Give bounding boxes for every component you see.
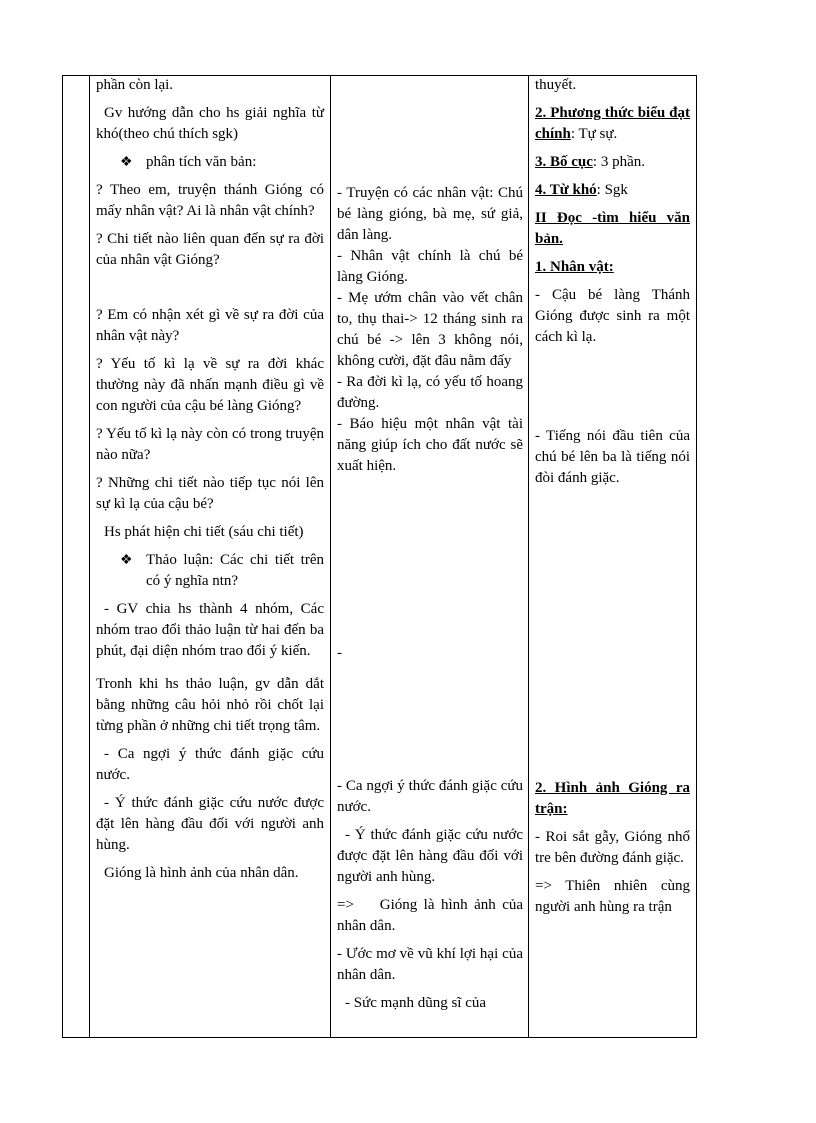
paragraph: - GV chia hs thành 4 nhóm, Các nhóm trao đổi thảo luận từ hai đến ba phút, đại diện nhóm trao đổi ý kiến. <box>96 601 324 659</box>
answer: - Ca ngợi ý thức đánh giặc cứu nước. <box>337 778 523 815</box>
bullet-text: phân tích văn bản: <box>146 154 257 170</box>
answer: - Truyện có các nhân vật: Chú bé làng gióng, bà mẹ, sứ giả, dân làng. <box>337 185 523 243</box>
paragraph: Hs phát hiện chi tiết (sáu chi tiết) <box>104 524 304 540</box>
answers-column-2 <box>337 776 523 1021</box>
answer <box>337 895 523 937</box>
answer-text: Gióng là hình ảnh của nhân dân. <box>337 897 524 934</box>
section-heading: II Đọc -tìm hiểu văn bản. <box>535 210 690 247</box>
answer: - Mẹ ướm chân vào vết chân to, thụ thai-> 12 tháng sinh ra chú bé -> lên 3 không nói, không cười, đặt đâu nằm đấy <box>337 290 523 369</box>
note: - Roi sắt gẫy, Gióng nhổ tre bên đường đánh giặc. <box>535 829 690 866</box>
note: - Tiếng nói đầu tiên của chú bé lên ba là tiếng nói đòi đánh giặc. <box>535 428 690 486</box>
question: ? Chi tiết nào liên quan đến sự ra đời của nhân vật Gióng? <box>96 231 324 268</box>
question: ? Những chi tiết nào tiếp tục nói lên sự kì lạ của cậu bé? <box>96 475 324 512</box>
bullet-text: Thảo luận: Các chi tiết trên có ý nghĩa ntn? <box>146 552 324 589</box>
note: => Thiên nhiên cùng người anh hùng ra trận <box>535 878 690 915</box>
note: thuyết. <box>535 77 577 93</box>
bullet-icon: ❖ <box>120 553 133 568</box>
paragraph: - Ca ngợi ý thức đánh giặc cứu nước. <box>96 746 324 783</box>
question: ? Yếu tố kì lạ này còn có trong truyện nào nữa? <box>96 426 324 463</box>
notes-column-3 <box>535 778 690 918</box>
paragraph: Gv hướng dẫn cho hs giải nghĩa từ khó(theo chú thích sgk) <box>96 105 324 142</box>
section-heading: 1. Nhân vật: <box>535 259 614 275</box>
answer: - Ước mơ về vũ khí lợi hại của nhân dân. <box>337 946 523 983</box>
answers-column <box>337 183 523 477</box>
answer: - Sức mạnh dũng sĩ của <box>345 995 487 1011</box>
answer: - Ra đời kì lạ, có yếu tố hoang đường. <box>337 374 523 411</box>
heading-text: 4. Từ khó <box>535 182 597 198</box>
heading-tail: : Tự sự. <box>570 126 618 142</box>
arrow-icon: => <box>337 897 354 913</box>
section-heading: 2. Hình ảnh Gióng ra trận: <box>535 780 690 817</box>
note-heading <box>535 103 690 145</box>
question: ? Em có nhận xét gì về sự ra đời của nhân vật này? <box>96 307 324 344</box>
heading-tail: : Sgk <box>596 182 628 198</box>
answer: - Nhân vật chính là chú bé làng Gióng. <box>337 248 523 285</box>
bullet-icon: ❖ <box>120 155 133 170</box>
heading-tail: : 3 phần. <box>592 154 645 170</box>
answer: - <box>337 645 342 661</box>
notes-column <box>535 75 690 348</box>
answers-dash <box>337 643 523 664</box>
bullet-item <box>96 152 324 173</box>
question: ? Yếu tố kì lạ về sự ra đời khác thường này đã nhấn mạnh điều gì về con người của cậu bé làng Gióng? <box>96 356 324 414</box>
heading-text: 3. Bố cục <box>535 154 593 170</box>
notes-column-2 <box>535 426 690 489</box>
heading-text: 2. Phương thức biểu đạt chính <box>535 105 690 142</box>
paragraph: - Ý thức đánh giặc cứu nước được đặt lên hàng đầu đối với người anh hùng. <box>96 795 324 853</box>
answer: - Báo hiệu một nhân vật tài năng giúp ích cho đất nước sẽ xuất hiện. <box>337 416 523 474</box>
activities-column <box>96 75 324 891</box>
column-divider <box>330 75 331 1038</box>
paragraph: phần còn lại. <box>96 77 174 93</box>
answer: - Ý thức đánh giặc cứu nước được đặt lên hàng đầu đối với người anh hùng. <box>337 827 523 885</box>
note-heading <box>535 152 690 173</box>
paragraph: Gióng là hình ảnh của nhân dân. <box>104 865 299 881</box>
column-divider <box>89 75 90 1038</box>
question: ? Theo em, truyện thánh Gióng có mấy nhân vật? Ai là nhân vật chính? <box>96 182 324 219</box>
bullet-item <box>96 550 324 592</box>
column-divider <box>528 75 529 1038</box>
paragraph: Tronh khi hs thảo luận, gv dẫn dắt bằng những câu hỏi nhỏ rồi chốt lại từng phần ở những chi tiết trọng tâm. <box>96 676 324 734</box>
note: - Cậu bé làng Thánh Gióng được sinh ra một cách kì lạ. <box>535 287 690 345</box>
note-heading <box>535 180 690 201</box>
